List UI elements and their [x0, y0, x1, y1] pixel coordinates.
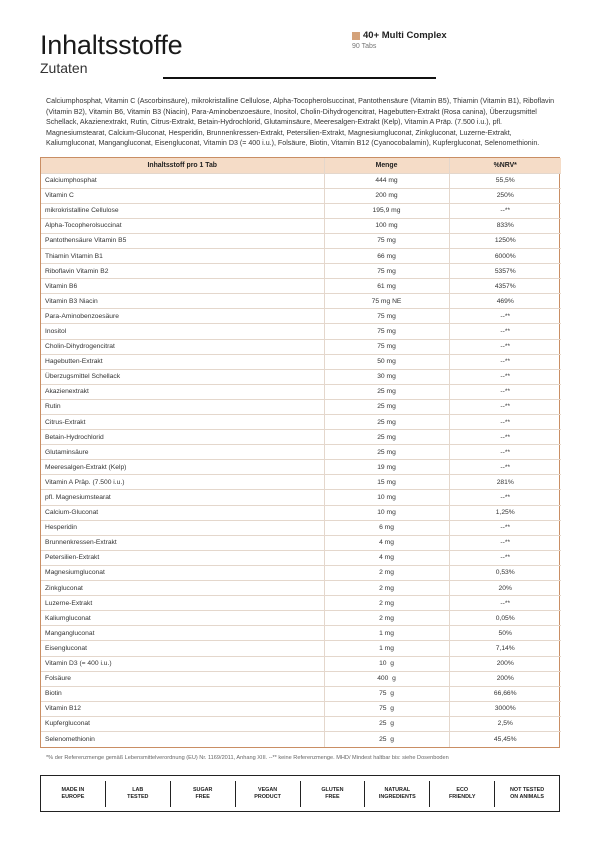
badge: GLUTEN FREE: [300, 781, 365, 807]
table-row: [41, 475, 561, 490]
cell-amount: 200 mg: [324, 188, 449, 203]
cell-nrv: --**: [449, 399, 561, 414]
table-row: [41, 460, 561, 475]
table-row: [41, 686, 561, 701]
table-row: [41, 188, 561, 203]
table-row: [41, 716, 561, 731]
table-row: [41, 565, 561, 580]
cell-ingredient: Luzerne-Extrakt: [41, 596, 324, 611]
cell-ingredient: Calcium-Gluconat: [41, 505, 324, 520]
ingredients-text: Calciumphosphat, Vitamin C (Ascorbinsäure), mikrokristalline Cellulose, Alpha-Tocopherolsuccinat, Pantothensäure (Vitamin B5), Thiamin (Vitamin B1), Riboflavin (Vitamin B2), Vitamin B6, Vitamin B3 (Niacin), Para-Aminobenzoesäure, Inositol, Cholin-Dihydrogencitrat, Hagebutten-Extrakt (Rosa canina), Überzugsmittel Schellack, Akazienextrakt, Rutin, Citrus-Extrakt, Betain-Hydrochlorid, Glutaminsäure, Meeresalgen-Extrakt (Kelp), Vitamin A Präp. (7.500 i.u.), pfl. Magnesiumstearat, Calcium-Gluconat, Hesperidin, Brunnenkressen-Extrakt, Petersilien-Extrakt, Magnesiumgluconat, Zinkgluconat, Luzerne-Extrakt, Kaliumgluconat, Mangangluconat, Eisengluconat, Vitamin D3 (= 400 i.u.), Folsäure, Biotin, Vitamin B12 (Cyanocobalamin), Kupfergluconat, Selenomethionin.: [46, 97, 555, 148]
cell-amount: 15 mg: [324, 475, 449, 490]
cell-ingredient: mikrokristalline Cellulose: [41, 203, 324, 218]
badge: VEGAN PRODUCT: [235, 781, 300, 807]
table-row: [41, 415, 561, 430]
cell-nrv: --**: [449, 354, 561, 369]
cell-ingredient: Biotin: [41, 686, 324, 701]
badge: SUGAR FREE: [170, 781, 235, 807]
cell-ingredient: Hagebutten-Extrakt: [41, 354, 324, 369]
cell-ingredient: Citrus-Extrakt: [41, 415, 324, 430]
page-title: Inhaltsstoffe: [40, 30, 183, 60]
table-header-row: [41, 158, 561, 173]
column-header-ingredient: Inhaltsstoff pro 1 Tab: [41, 158, 324, 173]
table-row: [41, 505, 561, 520]
cell-amount: 75 mg: [324, 324, 449, 339]
cell-nrv: 3000%: [449, 701, 561, 716]
cell-ingredient: Vitamin A Präp. (7.500 i.u.): [41, 475, 324, 490]
table-row: [41, 656, 561, 671]
column-header-nrv: %NRV*: [449, 158, 561, 173]
table-row: [41, 309, 561, 324]
cell-ingredient: Folsäure: [41, 671, 324, 686]
cell-nrv: 6000%: [449, 248, 561, 263]
cell-amount: 2 mg: [324, 565, 449, 580]
cell-amount: 4 mg: [324, 550, 449, 565]
table-row: [41, 294, 561, 309]
cell-nrv: 66,66%: [449, 686, 561, 701]
nutrition-table: [40, 157, 560, 748]
cell-ingredient: Pantothensäure Vitamin B5: [41, 233, 324, 248]
table-row: [41, 611, 561, 626]
cell-nrv: --**: [449, 520, 561, 535]
cell-ingredient: Vitamin D3 (= 400 i.u.): [41, 656, 324, 671]
cell-amount: 100 mg: [324, 218, 449, 233]
cell-ingredient: Kupfergluconat: [41, 716, 324, 731]
cell-ingredient: Vitamin B3 Niacin: [41, 294, 324, 309]
cell-amount: 75 mg: [324, 264, 449, 279]
table-row: [41, 671, 561, 686]
cell-ingredient: Brunnenkressen-Extrakt: [41, 535, 324, 550]
cell-ingredient: Thiamin Vitamin B1: [41, 248, 324, 263]
cell-ingredient: Zinkgluconat: [41, 581, 324, 596]
cell-ingredient: Calciumphosphat: [41, 173, 324, 188]
table-row: [41, 248, 561, 263]
badge: MADE IN EUROPE: [61, 786, 85, 800]
cell-amount: 6 mg: [324, 520, 449, 535]
cell-nrv: 45,45%: [449, 731, 561, 746]
cell-ingredient: Glutaminsäure: [41, 445, 324, 460]
cell-ingredient: Inositol: [41, 324, 324, 339]
table-row: [41, 490, 561, 505]
product-color-swatch: [352, 32, 360, 40]
cell-amount: 75 g: [324, 686, 449, 701]
cell-ingredient: Mangangluconat: [41, 626, 324, 641]
table-row: [41, 203, 561, 218]
cell-amount: 75 mg: [324, 309, 449, 324]
cell-amount: 25 mg: [324, 445, 449, 460]
table-row: [41, 701, 561, 716]
cell-amount: 1 mg: [324, 641, 449, 656]
cell-nrv: 200%: [449, 656, 561, 671]
cell-amount: 61 mg: [324, 279, 449, 294]
table-row: [41, 173, 561, 188]
table-row: [41, 339, 561, 354]
cell-nrv: --**: [449, 369, 561, 384]
table-row: [41, 430, 561, 445]
product-label: [352, 30, 447, 50]
cell-ingredient: Meeresalgen-Extrakt (Kelp): [41, 460, 324, 475]
cell-ingredient: Riboflavin Vitamin B2: [41, 264, 324, 279]
title-divider: [163, 77, 436, 79]
cell-ingredient: Vitamin B12: [41, 701, 324, 716]
badge: LAB TESTED: [105, 781, 170, 807]
table-row: [41, 596, 561, 611]
cell-nrv: 55,5%: [449, 173, 561, 188]
cell-nrv: --**: [449, 596, 561, 611]
cell-nrv: 7,14%: [449, 641, 561, 656]
cell-nrv: --**: [449, 445, 561, 460]
table-row: [41, 731, 561, 746]
cell-ingredient: Magnesiumgluconat: [41, 565, 324, 580]
cell-ingredient: Cholin-Dihydrogencitrat: [41, 339, 324, 354]
cell-amount: 19 mg: [324, 460, 449, 475]
cell-amount: 25 mg: [324, 415, 449, 430]
cell-amount: 2 mg: [324, 581, 449, 596]
cell-ingredient: Selenomethionin: [41, 731, 324, 746]
badge: NOT TESTED ON ANIMALS: [494, 781, 559, 807]
table-row: [41, 279, 561, 294]
table-row: [41, 626, 561, 641]
cell-nrv: --**: [449, 490, 561, 505]
product-quantity: 90 Tabs: [352, 43, 377, 50]
cell-nrv: 4357%: [449, 279, 561, 294]
cell-nrv: --**: [449, 309, 561, 324]
table-row: [41, 218, 561, 233]
cell-nrv: 1,25%: [449, 505, 561, 520]
cell-ingredient: pfl. Magnesiumstearat: [41, 490, 324, 505]
cell-nrv: 200%: [449, 671, 561, 686]
cell-amount: 2 mg: [324, 611, 449, 626]
cell-ingredient: Kaliumgluconat: [41, 611, 324, 626]
cell-ingredient: Vitamin B6: [41, 279, 324, 294]
table-row: [41, 354, 561, 369]
cell-amount: 4 mg: [324, 535, 449, 550]
cell-nrv: --**: [449, 384, 561, 399]
cell-nrv: 50%: [449, 626, 561, 641]
cell-ingredient: Alpha-Tocopherolsuccinat: [41, 218, 324, 233]
table-row: [41, 324, 561, 339]
cell-amount: 25 mg: [324, 399, 449, 414]
cell-amount: 10 g: [324, 656, 449, 671]
cell-amount: 75 mg: [324, 339, 449, 354]
cell-nrv: 250%: [449, 188, 561, 203]
cell-nrv: --**: [449, 324, 561, 339]
cell-nrv: --**: [449, 460, 561, 475]
cell-amount: 444 mg: [324, 173, 449, 188]
cell-nrv: 281%: [449, 475, 561, 490]
table-row: [41, 550, 561, 565]
cell-amount: 75 mg NE: [324, 294, 449, 309]
cell-nrv: --**: [449, 415, 561, 430]
table-row: [41, 399, 561, 414]
cell-nrv: 1250%: [449, 233, 561, 248]
cell-nrv: --**: [449, 430, 561, 445]
cell-ingredient: Hesperidin: [41, 520, 324, 535]
table-row: [41, 369, 561, 384]
cell-amount: 75 mg: [324, 233, 449, 248]
cell-amount: 10 mg: [324, 490, 449, 505]
table-row: [41, 520, 561, 535]
cell-nrv: 5357%: [449, 264, 561, 279]
cell-amount: 25 mg: [324, 430, 449, 445]
cell-ingredient: Akazienextrakt: [41, 384, 324, 399]
cell-ingredient: Überzugsmittel Schellack: [41, 369, 324, 384]
table-row: [41, 581, 561, 596]
column-header-amount: Menge: [324, 158, 449, 173]
cell-ingredient: Petersilien-Extrakt: [41, 550, 324, 565]
cell-amount: 25 g: [324, 716, 449, 731]
table-row: [41, 264, 561, 279]
cell-nrv: 833%: [449, 218, 561, 233]
cell-nrv: --**: [449, 550, 561, 565]
cell-amount: 2 mg: [324, 596, 449, 611]
table-row: [41, 233, 561, 248]
cell-nrv: 20%: [449, 581, 561, 596]
badge-bar: [40, 775, 560, 812]
cell-nrv: 0,05%: [449, 611, 561, 626]
footnote: *% der Referenzmenge gemäß Lebensmittelverordnung (EU) Nr. 1169/2011, Anhang XIII. --** keine Referenzmenge. MHD/ Mindest haltbar bis: siehe Dosenboden: [46, 755, 449, 761]
cell-amount: 400 g: [324, 671, 449, 686]
cell-ingredient: Eisengluconat: [41, 641, 324, 656]
cell-amount: 1 mg: [324, 626, 449, 641]
cell-ingredient: Betain-Hydrochlorid: [41, 430, 324, 445]
cell-amount: 66 mg: [324, 248, 449, 263]
cell-amount: 195,9 mg: [324, 203, 449, 218]
product-name: 40+ Multi Complex: [363, 30, 447, 41]
cell-amount: 30 mg: [324, 369, 449, 384]
cell-amount: 25 mg: [324, 384, 449, 399]
cell-nrv: 2,5%: [449, 716, 561, 731]
table-row: [41, 535, 561, 550]
page-subtitle: Zutaten: [40, 60, 88, 76]
cell-ingredient: Rutin: [41, 399, 324, 414]
cell-amount: 50 mg: [324, 354, 449, 369]
badge: ECO FRIENDLY: [429, 781, 494, 807]
cell-nrv: --**: [449, 535, 561, 550]
cell-amount: 10 mg: [324, 505, 449, 520]
table-row: [41, 384, 561, 399]
cell-amount: 25 g: [324, 731, 449, 746]
cell-nrv: 0,53%: [449, 565, 561, 580]
badge: NATURAL INGREDIENTS: [364, 781, 429, 807]
cell-nrv: --**: [449, 339, 561, 354]
cell-ingredient: Para-Aminobenzoesäure: [41, 309, 324, 324]
cell-amount: 75 g: [324, 701, 449, 716]
cell-nrv: --**: [449, 203, 561, 218]
table-row: [41, 445, 561, 460]
table-row: [41, 641, 561, 656]
cell-ingredient: Vitamin C: [41, 188, 324, 203]
cell-nrv: 469%: [449, 294, 561, 309]
